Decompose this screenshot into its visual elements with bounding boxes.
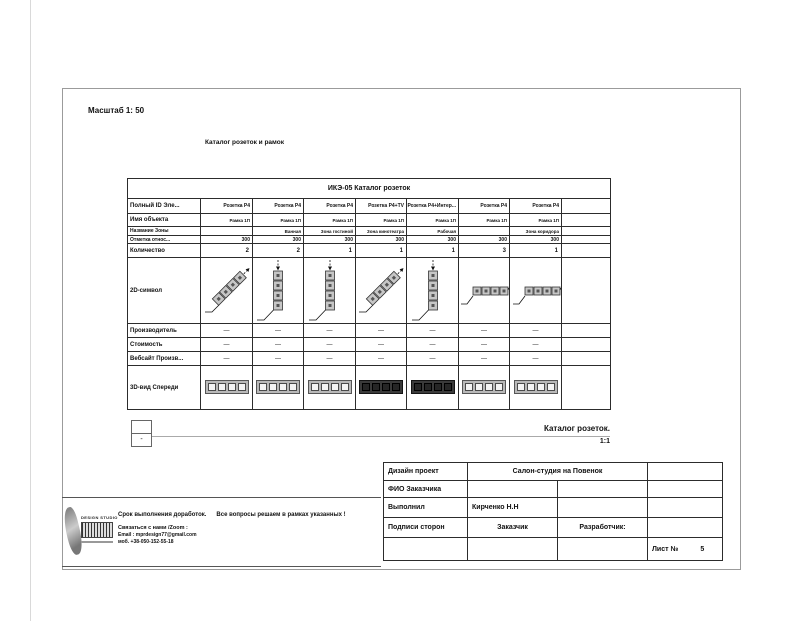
logo-baseline — [81, 541, 113, 543]
table-row — [128, 227, 611, 236]
cell-website: — — [407, 352, 459, 366]
cell-elevation: 300 — [510, 236, 562, 244]
row-label-cost: Стоимость — [128, 338, 201, 352]
client-name-label: ФИО Заказчика — [384, 481, 468, 498]
socket-2d-symbol-vertical — [407, 258, 459, 324]
cell-zone: Зона гостиной — [304, 227, 356, 236]
cell-manufacturer: — — [253, 324, 304, 338]
cell-manufacturer: — — [201, 324, 253, 338]
table-row-2d-symbols — [128, 258, 611, 324]
cell-empty — [648, 481, 723, 498]
cell-website: — — [304, 352, 356, 366]
cell-id: Розетка Р4 — [253, 199, 304, 214]
cell-empty — [562, 236, 611, 244]
cell-quantity: 1 — [304, 244, 356, 258]
cell-object: Рамка 1П — [253, 214, 304, 227]
cell-empty — [648, 518, 723, 538]
cell-empty — [558, 538, 648, 561]
title-block-row — [384, 481, 723, 498]
cell-id: Розетка Р4+Интер... — [407, 199, 459, 214]
footer-top-line — [62, 497, 381, 498]
cell-cost: — — [510, 338, 562, 352]
project-label: Дизайн проект — [384, 463, 468, 481]
table-row — [128, 324, 611, 338]
title-block-row — [384, 518, 723, 538]
sheet-number-label: Лист № — [652, 545, 679, 553]
cell-quantity: 1 — [356, 244, 407, 258]
table-title-row — [128, 179, 611, 199]
project-name: Салон-студия на Повенок — [468, 463, 648, 481]
cell-elevation: 300 — [407, 236, 459, 244]
cell-quantity: 2 — [201, 244, 253, 258]
cell-website: — — [356, 352, 407, 366]
socket-2d-symbol-horizontal — [459, 258, 510, 324]
signatures-label: Подписи сторон — [384, 518, 468, 538]
socket-3d-front-view — [201, 366, 253, 410]
cell-manufacturer: — — [407, 324, 459, 338]
cell-website: — — [201, 352, 253, 366]
page-edge-line — [30, 0, 31, 621]
cell-object: Рамка 1П — [201, 214, 253, 227]
row-label-id: Полный ID Эле... — [128, 199, 201, 214]
cell-zone — [201, 227, 253, 236]
cell-empty — [562, 324, 611, 338]
table-row — [128, 244, 611, 258]
cell-elevation: 300 — [304, 236, 356, 244]
socket-2d-symbol-diagonal — [201, 258, 253, 324]
cell-elevation: 300 — [253, 236, 304, 244]
sheet-number-value: 5 — [700, 545, 705, 553]
cell-empty — [384, 538, 468, 561]
cell-object: Рамка 1П — [407, 214, 459, 227]
title-block-row — [384, 463, 723, 481]
row-label-object: Имя объекта — [128, 214, 201, 227]
table-row — [128, 236, 611, 244]
socket-3d-front-view — [459, 366, 510, 410]
view-marker-top-cell — [132, 421, 151, 434]
cell-empty — [562, 352, 611, 366]
cell-manufacturer: — — [510, 324, 562, 338]
client-role-label: Заказчик — [468, 518, 558, 538]
performed-by: Кирченко Н.Н — [468, 498, 558, 518]
table-row-3d-views — [128, 366, 611, 410]
cell-elevation: 300 — [201, 236, 253, 244]
cell-empty — [562, 338, 611, 352]
sheet-number-cell — [648, 538, 723, 561]
socket-2d-symbol-horizontal — [510, 258, 562, 324]
cell-manufacturer: — — [304, 324, 356, 338]
cell-empty — [648, 498, 723, 518]
performed-label: Выполнил — [384, 498, 468, 518]
cell-quantity: 2 — [253, 244, 304, 258]
cell-quantity: 1 — [510, 244, 562, 258]
socket-2d-symbol-vertical — [253, 258, 304, 324]
cell-empty — [468, 481, 558, 498]
cell-object: Рамка 1П — [510, 214, 562, 227]
title-block-row — [384, 498, 723, 518]
logo-barcode-graphic — [81, 522, 113, 538]
socket-2d-symbol-diagonal — [356, 258, 407, 324]
footer-phone: моб. +38-050-152-55-18 — [118, 539, 174, 545]
cell-quantity: 3 — [459, 244, 510, 258]
cell-empty — [562, 214, 611, 227]
cell-empty — [562, 258, 611, 324]
row-label-zone: Название Зоны — [128, 227, 201, 236]
cell-empty — [558, 498, 648, 518]
row-label-quantity: Количество — [128, 244, 201, 258]
view-title-scale: 1:1 — [599, 438, 610, 445]
cell-empty — [562, 199, 611, 214]
cell-manufacturer: — — [459, 324, 510, 338]
cell-empty — [562, 244, 611, 258]
row-label-manufacturer: Производитель — [128, 324, 201, 338]
cell-website: — — [510, 352, 562, 366]
table-title: ИКЭ-05 Каталог розеток — [128, 179, 611, 199]
socket-catalog-table — [127, 178, 611, 410]
footer-email: Email : mprdesign77@gmail.com — [118, 532, 197, 538]
title-block-row — [384, 538, 723, 561]
row-label-website: Вебсайт Произв... — [128, 352, 201, 366]
cell-cost: — — [356, 338, 407, 352]
cell-zone: Зона кинотеатра — [356, 227, 407, 236]
cell-elevation: 300 — [459, 236, 510, 244]
cell-website: — — [253, 352, 304, 366]
socket-2d-symbol-vertical — [304, 258, 356, 324]
cell-object: Рамка 1П — [356, 214, 407, 227]
socket-3d-front-view — [304, 366, 356, 410]
cell-cost: — — [304, 338, 356, 352]
cell-cost: — — [407, 338, 459, 352]
title-block — [383, 462, 723, 561]
cell-id: Розетка Р4 — [201, 199, 253, 214]
cell-empty — [562, 366, 611, 410]
cell-manufacturer: — — [356, 324, 407, 338]
drawing-caption: Каталог розеток и рамок — [205, 139, 284, 146]
cell-zone: Ванная — [253, 227, 304, 236]
view-title-label: Каталог розеток. — [543, 424, 610, 433]
cell-zone: Зона коридора — [510, 227, 562, 236]
cell-object: Рамка 1П — [459, 214, 510, 227]
cell-cost: — — [201, 338, 253, 352]
cell-cost: — — [253, 338, 304, 352]
row-label-3d-front: 3D-вид Спереди — [128, 366, 201, 410]
developer-role-label: Разработчик: — [558, 518, 648, 538]
cell-id: Розетка Р4+ТV — [356, 199, 407, 214]
cell-quantity: 1 — [407, 244, 459, 258]
footer-note: Срок выполнения доработок. Все вопросы решаем в рамках указанных ! — [118, 512, 346, 518]
view-marker-id: - — [140, 436, 143, 443]
cell-zone — [459, 227, 510, 236]
cell-id: Розетка Р4 — [304, 199, 356, 214]
table-row — [128, 352, 611, 366]
studio-logo — [64, 503, 116, 561]
cell-empty — [562, 227, 611, 236]
view-title-divider — [131, 436, 610, 437]
footer-contact-block — [118, 512, 378, 545]
footer-contact-heading: Связаться с нами /Zoom : — [118, 525, 188, 531]
cell-zone: Рабочая — [407, 227, 459, 236]
sheet-scale-label: Масштаб 1: 50 — [88, 106, 145, 115]
row-label-2d-symbol: 2D-символ — [128, 258, 201, 324]
cell-elevation: 300 — [356, 236, 407, 244]
socket-3d-front-view — [253, 366, 304, 410]
cell-website: — — [459, 352, 510, 366]
view-marker-box — [131, 420, 152, 447]
cell-id: Розетка Р4 — [510, 199, 562, 214]
table-row — [128, 214, 611, 227]
socket-3d-front-view — [407, 366, 459, 410]
table-row — [128, 199, 611, 214]
socket-3d-front-view — [510, 366, 562, 410]
socket-3d-front-view — [356, 366, 407, 410]
cell-id: Розетка Р4 — [459, 199, 510, 214]
cell-object: Рамка 1П — [304, 214, 356, 227]
table-row — [128, 338, 611, 352]
cell-empty — [558, 481, 648, 498]
cell-empty — [468, 538, 558, 561]
cell-cost: — — [459, 338, 510, 352]
row-label-elevation: Отметка относ... — [128, 236, 201, 244]
cell-empty — [648, 463, 723, 481]
footer-bottom-line — [62, 566, 381, 567]
logo-brand-text: DESIGN STUDIO — [81, 515, 118, 520]
